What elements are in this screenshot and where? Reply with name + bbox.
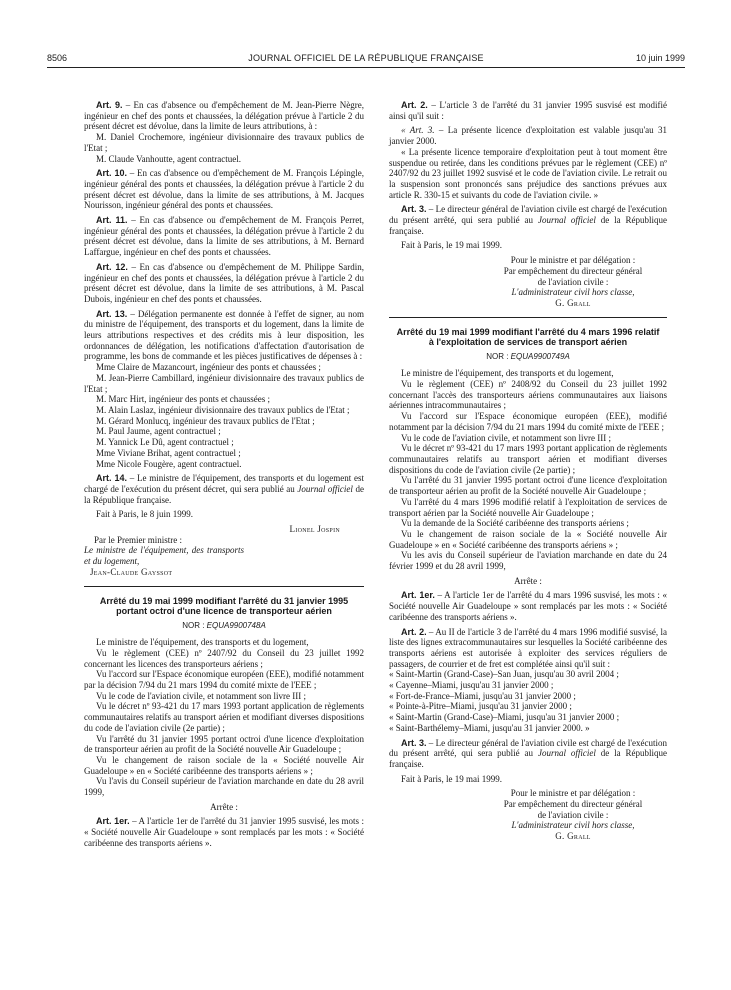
signature-line: Pour le ministre et par délégation :: [510, 255, 636, 266]
visa: Vu l'accord sur l'Espace économique européen (EEE), modifié notamment par la décision 7/94 du 21 mars 1994 du comité mixte de l'EEE ;: [389, 411, 667, 432]
article-3: Art. 3. – Le directeur général de l'aviation civile est chargé de l'exécution du présent arrêté, qui sera publié au Journal officiel de la République française.: [389, 737, 668, 769]
article-13-list-item: M. Alain Laslaz, ingénieur divisionnaire des travaux publics de l'Etat ;: [96, 404, 350, 415]
quoted-paragraph: « La présente licence temporaire d'exploitation peut à tout moment être suspendue ou retirée, dans les conditions prévues par le règlement (CEE) nº 2407/92 du 23 juillet 1992 susvisé et le code de l'aviation civile. Le retrait ou la suspension sont prononcés sans préjudice des sanctions prévues aux article R. 330-15 et suivants du code de l'aviation civile. »: [389, 146, 667, 200]
visa: Le ministre de l'équipement, des transports et du logement,: [96, 637, 309, 648]
article-13-list-item: Mme Nicole Fougère, agent contractuel.: [96, 458, 242, 469]
visa: Vu l'accord sur l'Espace économique européen (EEE), modifié notamment par la décision 7/94 du 21 mars 1994 du comité mixte de l'EEE ;: [84, 669, 364, 691]
visa: Vu l'arrêté du 31 janvier 1995 portant octroi d'une licence d'exploitation de transporteur aérien au profit de la Société nouvelle Air Guadeloupe ;: [389, 475, 667, 497]
arrete-word: Arrête :: [210, 801, 238, 812]
route-item: « Saint-Martin (Grand-Case)–San Juan, jusqu'au 30 avril 2004 ;: [389, 669, 619, 680]
visa: Vu le décret nº 93-421 du 17 mars 1993 portant application de règlements communautaires relatifs au transport aérien et modifiant diverses dispositions du code de l'aviation civile (2e partie) ;: [389, 443, 667, 475]
nor-reference-2: NOR : EQUA9900749A: [486, 351, 570, 361]
page-header: [47, 53, 685, 68]
visa: Vu le règlement (CEE) nº 2407/92 du Conseil du 23 juillet 1992 concernant les licences des transporteurs aériens ;: [84, 647, 364, 669]
left-column: [84, 100, 364, 849]
visa: Vu la demande de la Société caribéenne des transports aériens ;: [401, 518, 629, 529]
section-divider: [84, 586, 364, 587]
journal-title: JOURNAL OFFICIEL DE LA RÉPUBLIQUE FRANÇAISE: [248, 53, 484, 63]
article-9-delegate-1: M. Daniel Crochemore, ingénieur divisionnaire des travaux publics de l'Etat ;: [84, 132, 364, 153]
route-item: « Saint-Barthélemy–Miami, jusqu'au 31 janvier 2000. »: [389, 722, 590, 733]
signature-place-date: Fait à Paris, le 19 mai 1999.: [401, 240, 502, 251]
article-1: Art. 1er. – A l'article 1er de l'arrêté du 4 mars 1996 susvisé, les mots : « Société nouvelle Air Guadeloupe » sont remplacés par les mots : « Société caribéenne des transports aériens ».: [389, 590, 667, 622]
article-1: Art. 1er. – A l'article 1er de l'arrêté du 31 janvier 1995 susvisé, les mots : « Société nouvelle Air Guadeloupe » sont remplacés par les mots : « Société caribéenne des transports aériens ».: [84, 816, 364, 848]
article-9-delegate-2: M. Claude Vanhoutte, agent contractuel.: [96, 153, 242, 164]
article-10: Art. 10. – En cas d'absence ou d'empêchement de M. François Lépingle, ingénieur général des ponts et chaussées, la délégation prévue à l'article 2 du présent décret est dévolue, dans la limite de ses attributions, à M. Jacques Nourisson, ingénieur général des ponts et chaussées.: [84, 168, 364, 211]
signature-place-date: Fait à Paris, le 19 mai 1999.: [401, 773, 502, 784]
par-premier-ministre: Par le Premier ministre :: [94, 534, 182, 545]
article-13-list-item: M. Paul Jaume, agent contractuel ;: [96, 426, 221, 437]
signatory-prime-minister: Lionel Jospin: [289, 524, 340, 535]
signature-place-date: Fait à Paris, le 8 juin 1999.: [96, 509, 193, 520]
article-13-list-item: M. Marc Hirt, ingénieur des ponts et chaussées ;: [96, 394, 270, 405]
visa: Le ministre de l'équipement, des transports et du logement,: [401, 368, 614, 379]
signature-line: de l'aviation civile :: [537, 809, 609, 820]
section-divider: [389, 317, 667, 318]
right-column: [389, 100, 667, 842]
article-2: Art. 2. – L'article 3 de l'arrêté du 31 janvier 1995 susvisé est modifié ainsi qu'il suit :: [389, 100, 667, 121]
signature-line: de l'aviation civile :: [537, 276, 609, 287]
route-item: « Pointe-à-Pitre–Miami, jusqu'au 31 janvier 2000 ;: [389, 701, 572, 712]
article-14: Art. 14. – Le ministre de l'équipement, des transports et du logement est chargé de l'exécution du présent décret, qui sera publié au Journal officiel de la République française.: [84, 473, 364, 505]
article-13-list-item: Mme Viviane Brihat, agent contractuel ;: [96, 447, 241, 458]
signature-line: Par empêchement du directeur général: [503, 265, 643, 276]
visa: Vu le règlement (CEE) nº 2408/92 du Conseil du 23 juillet 1992 concernant l'accès des transporteurs aériens communautaires aux liaisons aériennes intracommunautaires ;: [389, 379, 667, 411]
visa: Vu le changement de raison sociale de la « Société nouvelle Air Guadeloupe » en « Société caribéenne des transports aériens » ;: [389, 528, 667, 550]
route-item: « Saint-Martin (Grand-Case)–Miami, jusqu'au 31 janvier 2000 ;: [389, 712, 620, 723]
visa: Vu l'arrêté du 31 janvier 1995 portant octroi d'une licence d'exploitation de transporteur aérien au profit de la Société nouvelle Air Guadeloupe ;: [84, 733, 364, 755]
visa: Vu le code de l'aviation civile, et notamment son livre III ;: [401, 432, 612, 443]
article-9: Art. 9. – En cas d'absence ou d'empêchement de M. Jean-Pierre Nègre, ingénieur en chef des ponts et chaussées, la délégation prévue à l'article 2 du présent décret est dévolue, dans la limite de leurs attributions, à :: [84, 100, 364, 132]
signature-line: L'administrateur civil hors classe,: [511, 287, 635, 298]
minister-title: Le ministre de l'équipement, des transports et du logement,: [84, 545, 244, 567]
arrete-title-2: Arrêté du 19 mai 1999 modifiant l'arrêté du 4 mars 1996 relatif à l'exploitation de services de transport aérien: [396, 326, 660, 348]
article-13: Art. 13. – Délégation permanente est donnée à l'effet de signer, au nom du ministre de l'équipement, des transports et du logement, dans la limite de leurs attributions respectives et des crédits mis à leur disposition, les ordonnances de délégation, les notifications d'affectation d'autorisation de programme, les bons de commande et les pièces justificatives de dépenses à :: [84, 308, 365, 362]
visa: Vu les avis du Conseil supérieur de l'aviation marchande en date du 24 février 1999 et du 28 avril 1999,: [389, 550, 667, 572]
visa: Vu le code de l'aviation civile, et notamment son livre III ;: [96, 690, 307, 701]
signature-line: L'administrateur civil hors classe,: [511, 820, 635, 831]
arrete-title-1: Arrêté du 19 mai 1999 modifiant l'arrêté du 31 janvier 1995 portant octroi d'une licence de transporteur aérien: [99, 595, 349, 617]
route-item: « Fort-de-France–Miami, jusqu'au 31 janvier 2000 ;: [389, 690, 576, 701]
article-3: Art. 3. – Le directeur général de l'aviation civile est chargé de l'exécution du présent arrêté, qui sera publié au Journal officiel de la République française.: [389, 204, 668, 236]
article-12: Art. 12. – En cas d'absence ou d'empêchement de M. Philippe Sardin, ingénieur en chef des ponts et chaussées, la délégation prévue à l'article 2 du présent décret est dévolue, dans la limite de ses attributions, à M. Pascal Dubois, ingénieur en chef des ponts et chaussées.: [84, 261, 364, 304]
article-11: Art. 11. – En cas d'absence ou d'empêchement de M. François Perret, ingénieur général des ponts et chaussées, la délégation prévue à l'article 2 du présent décret est dévolue, dans la limite de ses attributions, à M. Bernard Laffargue, ingénieur en chef des ponts et chaussées.: [84, 215, 364, 258]
article-13-list-item: M. Gérard Monlucq, ingénieur des travaux publics de l'Etat ;: [96, 415, 315, 426]
signature-line: Pour le ministre et par délégation :: [510, 788, 636, 799]
article-13-list-item: M. Yannick Le Dû, agent contractuel ;: [96, 437, 234, 448]
quoted-article-3: « Art. 3. – La présente licence d'exploitation est valable jusqu'au 31 janvier 2000.: [389, 125, 667, 147]
issue-date: 10 juin 1999: [635, 53, 685, 63]
signatory-minister: Jean-Claude Gayssot: [90, 566, 173, 577]
signature-line: Par empêchement du directeur général: [503, 799, 643, 810]
visa: Vu le décret nº 93-421 du 17 mars 1993 portant application de règlements communautaires relatifs au transport aérien et modifiant diverses dispositions du code de l'aviation civile (2e partie) ;: [84, 701, 364, 733]
page-number: 8506: [47, 53, 68, 63]
visa: Vu l'arrêté du 4 mars 1996 modifié relatif à l'exploitation de services de transport aérien par la Société nouvelle Air Guadeloupe ;: [389, 496, 667, 518]
signatory-name: G. Grall: [555, 831, 591, 842]
article-13-list-item: Mme Claire de Mazancourt, ingénieur des ponts et chaussées ;: [96, 362, 321, 373]
route-item: « Cayenne–Miami, jusqu'au 31 janvier 2000 ;: [389, 680, 554, 691]
nor-reference-1: NOR : EQUA9900748A: [182, 620, 266, 630]
article-13-list-item: M. Jean-Pierre Cambillard, ingénieur divisionnaire des travaux publics de l'Etat ;: [84, 372, 364, 394]
article-2: Art. 2. – Au II de l'article 3 de l'arrêté du 4 mars 1996 modifié susvisé, la liste des lignes extracommunautaires sur lesquelles la Société caribéenne des transports aériens est autorisée à exploiter des services réguliers de passagers, de courrier et de fret est complétée ainsi qu'il suit :: [389, 626, 667, 669]
visa: Vu le changement de raison sociale de la « Société nouvelle Air Guadeloupe » en « Société caribéenne des transports aériens » ;: [84, 754, 364, 776]
visa: Vu l'avis du Conseil supérieur de l'aviation marchande en date du 28 avril 1999,: [84, 776, 364, 798]
arrete-word: Arrête :: [514, 575, 542, 586]
signatory-name: G. Grall: [555, 297, 591, 308]
